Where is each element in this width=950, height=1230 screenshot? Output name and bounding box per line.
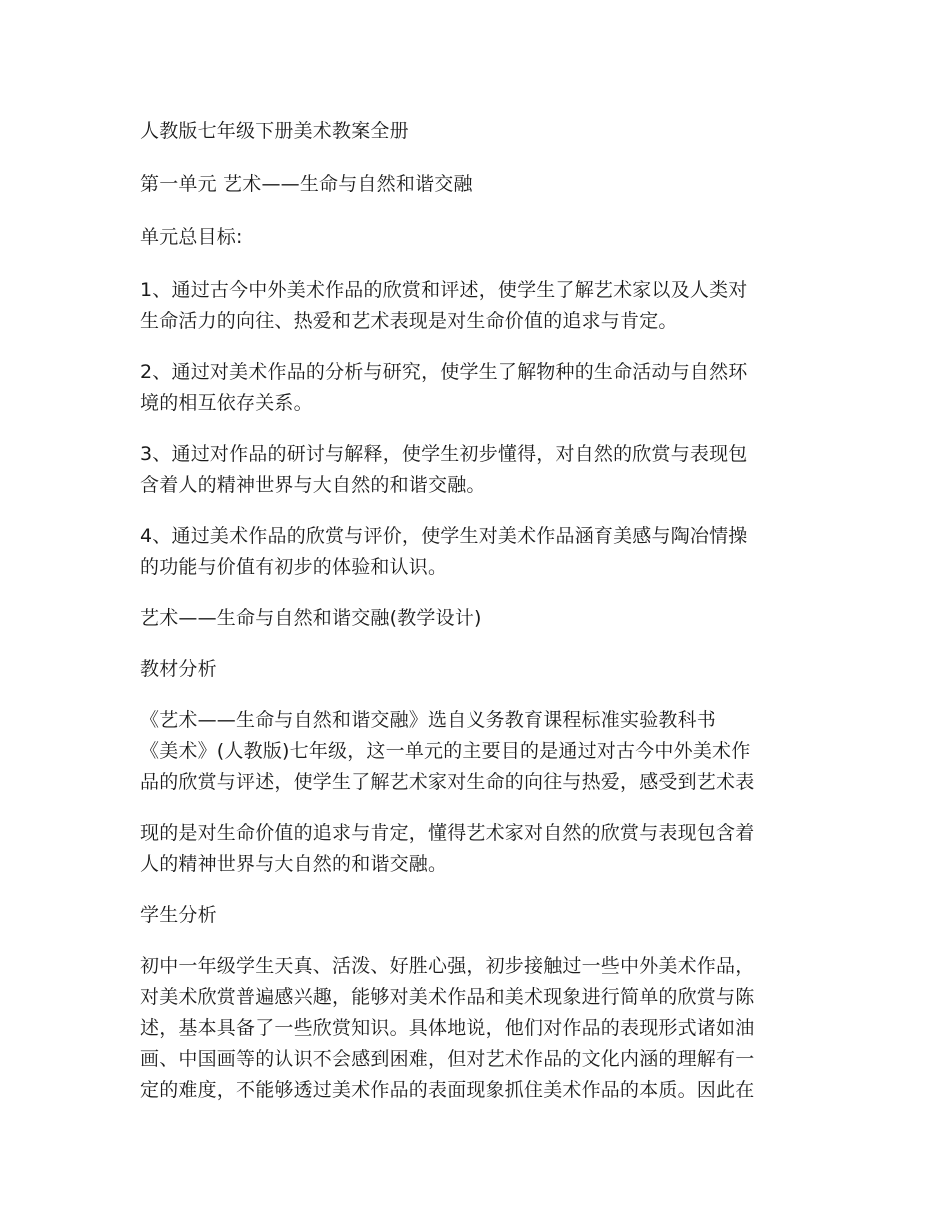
paragraph-line: 定的难度，不能够透过美术作品的表面现象抓住美术作品的本质。因此在 xyxy=(140,1079,755,1101)
material-paragraph-continued xyxy=(140,818,815,880)
document-title: 人教版七年级下册美术教案全册 xyxy=(140,120,409,142)
paragraph-line: 生命活力的向往、热爱和艺术表现是对生命价值的追求与肯定。 xyxy=(140,310,678,332)
paragraph-line: 1、通过古今中外美术作品的欣赏和评述，使学生了解艺术家以及人类对 xyxy=(140,279,748,301)
paragraph-line: 对美术欣赏普遍感兴趣，能够对美术作品和美术现象进行简单的欣赏与陈 xyxy=(140,986,755,1008)
paragraph-line: 《美术》(人教版)七年级，这一单元的主要目的是通过对古今中外美术作 xyxy=(140,740,751,762)
paragraph-line: 现的是对生命价值的追求与肯定，懂得艺术家对自然的欣赏与表现包含着 xyxy=(140,822,755,844)
material-heading: 教材分析 xyxy=(140,658,217,680)
unit-goal-heading: 单元总目标: xyxy=(140,226,243,248)
paragraph-line: 含着人的精神世界与大自然的和谐交融。 xyxy=(140,474,486,496)
goal-paragraph-4 xyxy=(140,521,815,583)
paragraph-line: 4、通过美术作品的欣赏与评价，使学生对美术作品涵育美感与陶冶情操 xyxy=(140,525,748,547)
student-heading: 学生分析 xyxy=(140,904,217,926)
paragraph-line: 初中一年级学生天真、活泼、好胜心强，初步接触过一些中外美术作品， xyxy=(140,955,755,977)
document-body xyxy=(140,116,815,1106)
design-heading: 艺术——生命与自然和谐交融(教学设计) xyxy=(140,607,482,629)
paragraph-line: 境的相互依存关系。 xyxy=(140,392,313,414)
goal-paragraph-1 xyxy=(140,275,815,337)
goal-paragraph-2 xyxy=(140,357,815,419)
paragraph-line: 述，基本具备了一些欣赏知识。具体地说，他们对作品的表现形式诸如油 xyxy=(140,1017,755,1039)
paragraph-line: 《艺术——生命与自然和谐交融》选自义务教育课程标准实验教科书 xyxy=(140,709,717,731)
paragraph-line: 3、通过对作品的研讨与解释，使学生初步懂得，对自然的欣赏与表现包 xyxy=(140,443,748,465)
goal-paragraph-3 xyxy=(140,439,815,501)
material-paragraph xyxy=(140,705,815,798)
paragraph-line: 人的精神世界与大自然的和谐交融。 xyxy=(140,853,448,875)
paragraph-line: 画、中国画等的认识不会感到困难，但对艺术作品的文化内涵的理解有一 xyxy=(140,1048,755,1070)
paragraph-line: 的功能与价值有初步的体验和认识。 xyxy=(140,556,448,578)
unit-heading: 第一单元 艺术——生命与自然和谐交融 xyxy=(140,173,473,195)
paragraph-line: 品的欣赏与评述，使学生了解艺术家对生命的向往与热爱，感受到艺术表 xyxy=(140,771,755,793)
student-paragraph xyxy=(140,951,815,1106)
paragraph-line: 2、通过对美术作品的分析与研究，使学生了解物种的生命活动与自然环 xyxy=(140,361,748,383)
